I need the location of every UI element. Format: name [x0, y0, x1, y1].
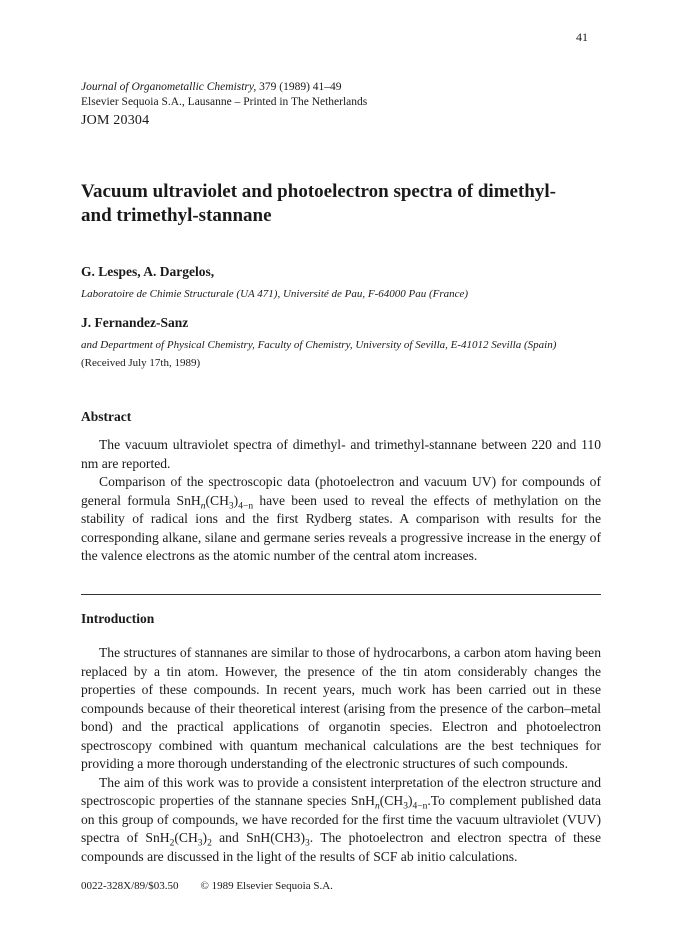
page-number: 41: [576, 30, 588, 44]
affiliation-2: and Department of Physical Chemistry, Faculty of Chemistry, University of Sevilla, E-41012 Sevilla (Spain): [81, 339, 557, 351]
section-divider: [81, 594, 601, 595]
journal-name: Journal of Organometallic Chemistry,: [81, 81, 257, 93]
issn-code: 0022-328X/89/$03.50: [81, 880, 179, 892]
journal-citation: [81, 80, 601, 95]
abstract-paragraph-1: The vacuum ultraviolet spectra of dimethyl- and trimethyl-stannane between 220 and 110 nm are reported.: [81, 437, 601, 471]
title-line-2: and trimethyl-stannane: [81, 205, 272, 226]
affiliation-1: Laboratoire de Chimie Structurale (UA 471), Université de Pau, F-64000 Pau (France): [81, 288, 469, 300]
abstract-body: [81, 436, 601, 566]
received-date: (Received July 17th, 1989): [81, 357, 201, 369]
page-footer: [81, 880, 333, 892]
abstract-paragraph-2: Comparison of the spectroscopic data (photoelectron and vacuum UV) for compounds of general formula $SnH_n(CH_3)_{4-n}$ have been used to reveal the effects of methylation on the stability of radical ions and the first Rydberg states. A comparison with results for the corresponding alkane, silane and germane series reveals a progressive increase in the energy of the valence electrons as the atomic number of the central atom increases.: [81, 474, 601, 563]
journal-volume: 379 (1989) 41–49: [256, 81, 342, 93]
title-line-1: Vacuum ultraviolet and photoelectron spectra of dimethyl-: [81, 181, 556, 202]
introduction-heading: Introduction: [81, 611, 155, 626]
introduction-body: [81, 644, 601, 866]
introduction-paragraph-1: The structures of stannanes are similar to those of hydrocarbons, a carbon atom having been replaced by a tin atom. However, the presence of the tin atom considerably changes the properties of these compounds. In recent years, much work has been carried out in these compounds because of their theoretical interest (arising from the presence of the carbon–metal bond) and the practical applications of organotin species. Electron and photoelectron spectroscopy combined with quantum mechanical calculations are the best techniques for providing a more thorough understanding of the electronic structures of such compounds.: [81, 645, 601, 771]
publisher-line: Elsevier Sequoia S.A., Lausanne – Printed in The Netherlands: [81, 96, 368, 108]
authors-group-2: J. Fernandez-Sanz: [81, 315, 189, 330]
abstract-heading: Abstract: [81, 409, 132, 424]
journal-header: [81, 80, 601, 130]
journal-code: JOM 20304: [81, 113, 150, 128]
introduction-paragraph-2: The aim of this work was to provide a consistent interpretation of the electron structure and spectroscopic properties of the stannane species $SnH_n(CH_3)_{4-n}.To$ complement published data on this group of compounds, we have recorded for the first time the vacuum ultraviolet (VUV) spectra of $SnH_2(CH_3)_2$ and $SnH(CH3)_3$. The photoelectron and electron spectra of these compounds are discussed in the light of the results of SCF ab initio calculations.: [81, 774, 601, 864]
authors-group-1: G. Lespes, A. Dargelos,: [81, 264, 215, 279]
copyright-notice: © 1989 Elsevier Sequoia S.A.: [200, 880, 333, 892]
paper-title: [81, 180, 601, 228]
